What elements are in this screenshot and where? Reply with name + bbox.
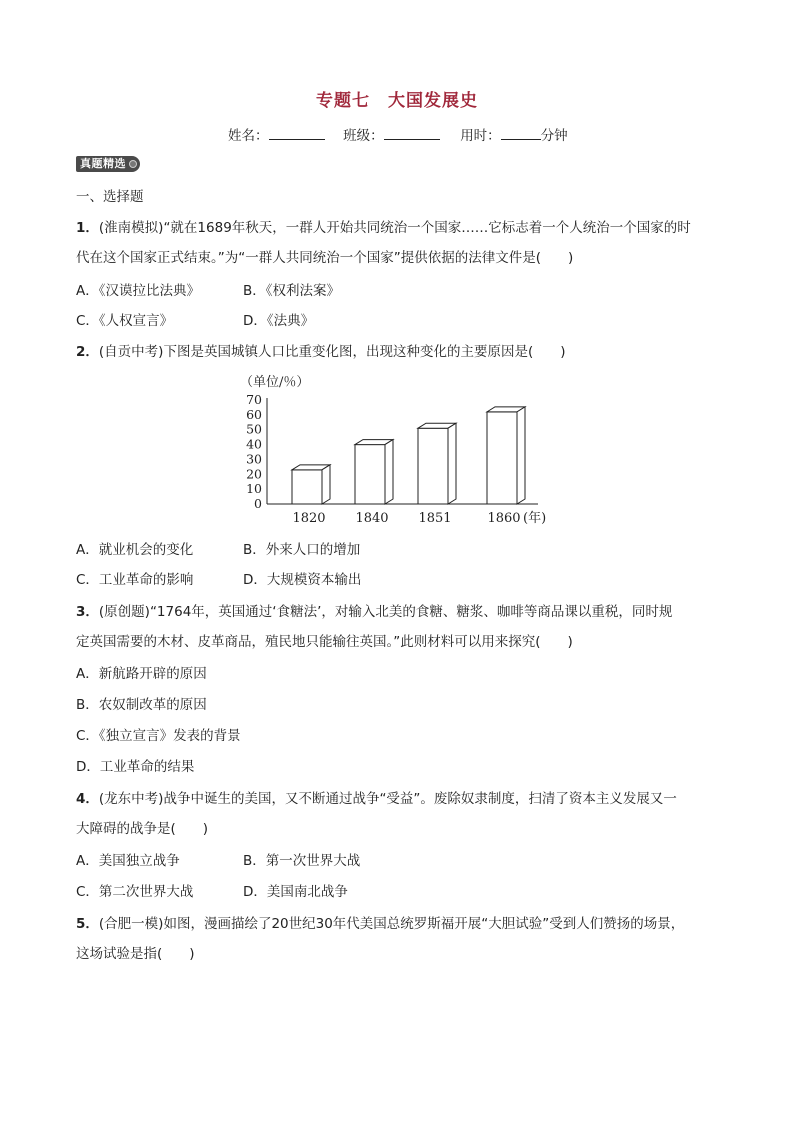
q3-number: 3． <box>76 604 99 620</box>
q1-stem-1: (淮南模拟)“就在1689年秋天，一群人开始共同统治一个国家……它标志着一个人统治一个国家的时 <box>98 220 691 236</box>
q2-option-a[interactable]: A．就业机会的变化 <box>76 542 194 558</box>
section-badge: 真题精选 <box>76 156 140 172</box>
q2-number: 2． <box>76 344 99 360</box>
x-tick-label: 1851 <box>418 511 452 526</box>
q3-option-a[interactable]: A．新航路开辟的原因 <box>76 666 207 682</box>
bar-side <box>322 465 330 504</box>
x-tick-label: 1860 <box>487 511 521 526</box>
title-main: 专题七 <box>316 91 370 111</box>
q4-stem-2: 大障碍的战争是( ) <box>76 821 209 837</box>
name-label: 姓名： <box>228 128 269 144</box>
class-label: 班级： <box>343 128 384 144</box>
page-title <box>0 86 794 111</box>
q4-option-a[interactable]: A．美国独立战争 <box>76 853 180 869</box>
title-sub: 大国发展史 <box>388 91 478 111</box>
q1-option-c[interactable]: C．《人权宣言》 <box>76 313 174 329</box>
q4-option-c[interactable]: C．第二次世界大战 <box>76 884 194 900</box>
bar-front <box>355 445 385 504</box>
q5-stem-1: (合肥一模)如图，漫画描绘了20世纪30年代美国总统罗斯福开展“大胆试验”受到人们赞扬的场景， <box>98 916 685 932</box>
q1-options-row2 <box>76 312 314 330</box>
q2-option-c[interactable]: C．工业革命的影响 <box>76 572 194 588</box>
x-tick-label: 1820 <box>292 511 326 526</box>
q1-option-a[interactable]: A．《汉谟拉比法典》 <box>76 283 200 299</box>
section-heading: 一、选择题 <box>76 189 144 205</box>
q2-option-b[interactable]: B．外来人口的增加 <box>243 542 361 558</box>
y-tick-label: 40 <box>246 436 262 452</box>
q4-number: 4． <box>76 791 99 807</box>
y-tick-label: 10 <box>246 481 262 497</box>
q2-options-row2 <box>76 571 361 589</box>
q3-line1 <box>76 603 672 621</box>
bar-1820 <box>292 465 330 504</box>
q4-line1 <box>76 790 677 808</box>
y-axis-label: （单位/％） <box>240 375 310 390</box>
q4-options-row1 <box>76 852 360 870</box>
bar-side <box>517 407 525 504</box>
minute-label: 分钟 <box>540 128 568 144</box>
bar-front <box>292 470 322 504</box>
bar-side <box>385 440 393 504</box>
q5-line1 <box>76 915 684 933</box>
q1-options-row1 <box>76 282 340 300</box>
q2-option-d[interactable]: D．大规模资本输出 <box>243 572 362 588</box>
x-tick-label: 1840 <box>355 511 389 526</box>
q5-stem-2: 这场试验是指( ) <box>76 946 195 962</box>
q2-options-row1 <box>76 541 360 559</box>
y-tick-label: 20 <box>246 466 262 482</box>
q1-option-b[interactable]: B．《权利法案》 <box>243 283 341 299</box>
y-tick-label: 70 <box>246 392 262 407</box>
q1-line1 <box>76 219 691 237</box>
name-blank[interactable] <box>269 125 325 140</box>
class-blank[interactable] <box>384 125 440 140</box>
q4-option-b[interactable]: B．第一次世界大战 <box>243 853 361 869</box>
q2-stem-1: (自贡中考)下图是英国城镇人口比重变化图，出现这种变化的主要原因是( ) <box>98 344 566 360</box>
q1-number: 1． <box>76 220 99 236</box>
bar-1851 <box>418 423 456 504</box>
bar-side <box>448 423 456 504</box>
bar-front <box>418 428 448 504</box>
bar-1860 <box>487 407 525 504</box>
population-bar-chart <box>230 370 570 530</box>
time-label: 用时： <box>460 128 501 144</box>
student-info <box>228 124 568 144</box>
y-tick-label: 30 <box>246 451 262 467</box>
y-tick-label: 60 <box>246 406 262 422</box>
y-tick-label: 50 <box>246 421 262 437</box>
q5-number: 5． <box>76 916 99 932</box>
q2-line1 <box>76 343 565 361</box>
y-tick-label: 0 <box>254 496 262 511</box>
q4-options-row2 <box>76 883 348 901</box>
bar-front <box>487 412 517 504</box>
bar-1840 <box>355 440 393 504</box>
q1-option-d[interactable]: D．《法典》 <box>243 313 315 329</box>
q3-option-c[interactable]: C．《独立宣言》发表的背景 <box>76 728 241 744</box>
q3-stem-1: (原创题)“1764年，英国通过‘食糖法’，对输入北美的食糖、糖浆、咖啡等商品课以重税，同时规 <box>98 604 673 620</box>
q3-option-b[interactable]: B．农奴制改革的原因 <box>76 697 207 713</box>
q4-stem-1: (龙东中考)战争中诞生的美国，又不断通过战争“受益”。废除奴隶制度，扫清了资本主义发展又一 <box>98 791 677 807</box>
x-axis-label: (年) <box>523 511 547 526</box>
time-blank[interactable] <box>501 125 541 140</box>
q4-option-d[interactable]: D．美国南北战争 <box>243 884 348 900</box>
q3-option-d[interactable]: D．工业革命的结果 <box>76 759 195 775</box>
q1-stem-2: 代在这个国家正式结束。”为“一群人共同统治一个国家”提供依据的法律文件是( ) <box>76 250 574 266</box>
q3-stem-2: 定英国需要的木材、皮革商品，殖民地只能输往英国。”此则材料可以用来探究( ) <box>76 634 573 650</box>
